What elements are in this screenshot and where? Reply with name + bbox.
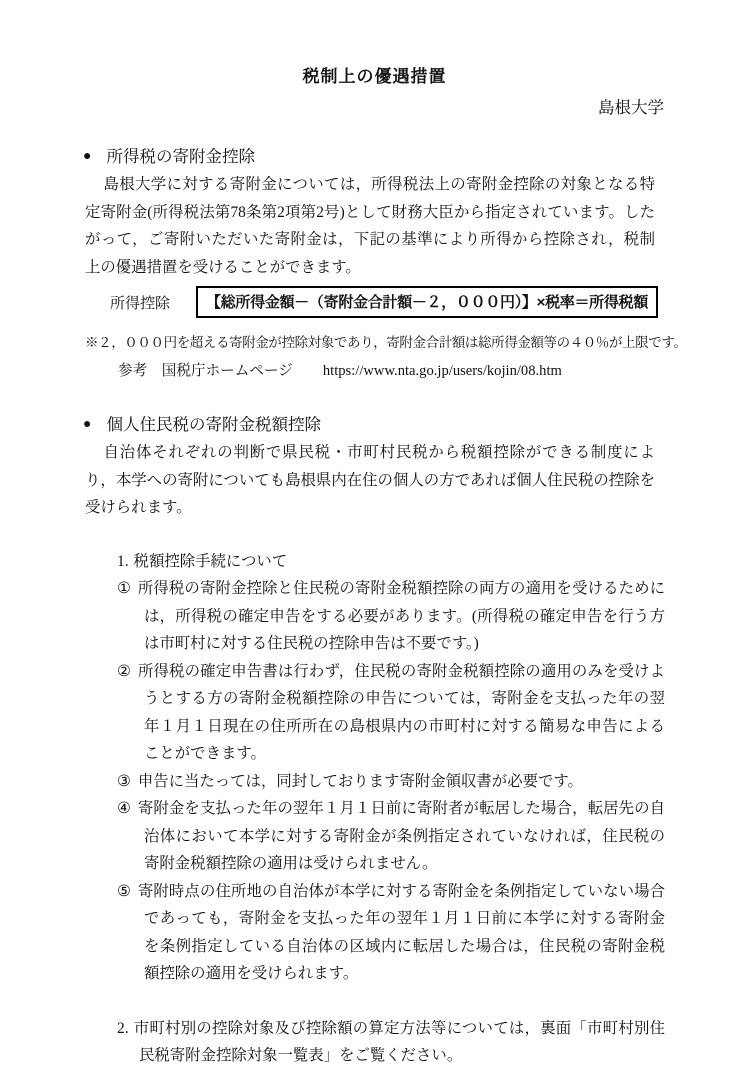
procedure-list — [117, 548, 665, 1070]
reference-label: 参考 国税庁ホームページ — [118, 363, 293, 379]
reference-line — [118, 359, 664, 380]
procedure-item-text: 所得税の確定申告書は行わず，住民税の寄附金税額控除の適用のみを受けようとする方の寄附金税額控除の申告については，寄附金を支払った年の翌年１月１日現在の住所所在の島根県内の市町村に対する簡易な申告によることができます。 — [137, 662, 665, 762]
deduction-formula-row — [85, 286, 664, 318]
procedure-item-text: 所得税の寄附金控除と住民税の寄附金税額控除の両方の適用を受けるためには，所得税の確定申告をする必要があります。(所得税の確定申告を行う方は市町村に対する住民税の控除申告は不要です。) — [137, 580, 665, 652]
procedure-title: 税額控除手続について — [133, 552, 288, 570]
procedure-item-text: 寄附時点の住所地の自治体が本学に対する寄附金を条例指定していない場合であっても，寄附金を支払った年の翌年１月１日前に本学に対する寄附金を条例指定している自治体の区域内に転居した場合は，住民税の寄附金税額控除の適用を受けられます。 — [137, 882, 665, 982]
procedure-item-marker: ① — [117, 580, 131, 597]
procedure-item — [117, 768, 665, 796]
bullet-icon: ● — [83, 417, 92, 432]
procedure-item-text: 寄附金を支払った年の翌年１月１日前に寄附者が転居した場合，転居先の自治体において本学に対する寄附金が条例指定されていなければ，住民税の寄附金税額控除の適用は受けられません。 — [137, 800, 665, 872]
procedure-item-text: 申告に当たっては，同封しております寄附金領収書が必要です。 — [137, 772, 583, 790]
procedure-item-marker: ② — [117, 662, 131, 680]
procedure-number: 1. — [117, 552, 129, 570]
organization-name: 島根大学 — [598, 98, 664, 117]
reference-url-link[interactable]: https://www.nta.go.jp/users/kojin/08.htm — [322, 363, 562, 379]
procedure-heading — [117, 548, 665, 576]
closing-note-number: 2. — [117, 1019, 129, 1037]
resident-tax-paragraph: 自治体それぞれの判断で県民税・市町村民税から税額控除ができる制度により，本学への寄附についても島根県内在住の個人の方であれば個人住民税の控除を受けられます。 — [85, 444, 655, 516]
procedure-item-marker: ③ — [117, 772, 131, 790]
procedure-item-marker: ⑤ — [117, 882, 131, 900]
section-income-tax-heading — [83, 145, 664, 169]
section-income-tax-title: 所得税の寄附金控除 — [106, 147, 255, 166]
procedure-item — [117, 795, 665, 878]
closing-note-text: 市町村別の控除対象及び控除額の算定方法等については，裏面「市町村別住民税寄附金控除対象一覧表」をご覧ください。 — [133, 1019, 665, 1064]
bullet-icon: ● — [83, 149, 92, 164]
procedure-item — [117, 658, 665, 768]
procedure-item — [117, 575, 665, 658]
income-tax-paragraph: 島根大学に対する寄附金については，所得税法上の寄附金控除の対象となる特定寄附金(所得税法第78条第2項第2号)として財務大臣から指定されています。したがって，ご寄附いただいた寄附金は，下記の基準により所得から控除され，税制上の優遇措置を受けることができます。 — [85, 176, 655, 276]
closing-note — [117, 1015, 665, 1070]
section-resident-tax-heading — [83, 413, 664, 437]
deduction-label: 所得控除 — [110, 295, 171, 312]
procedure-item-marker: ④ — [117, 800, 131, 817]
deduction-limit-note: ※２，０００円を超える寄附金が控除対象であり，寄附金合計額は総所得金額等の４０％が上限です。 — [85, 335, 687, 350]
procedure-item — [117, 878, 665, 988]
deduction-formula-box: 【総所得金額－（寄附金合計額－２，０００円）】×税率＝所得税額 — [196, 286, 658, 318]
page-title: 税制上の優遇措置 — [302, 67, 447, 86]
section-resident-tax-title: 個人住民税の寄附金税額控除 — [106, 415, 321, 434]
